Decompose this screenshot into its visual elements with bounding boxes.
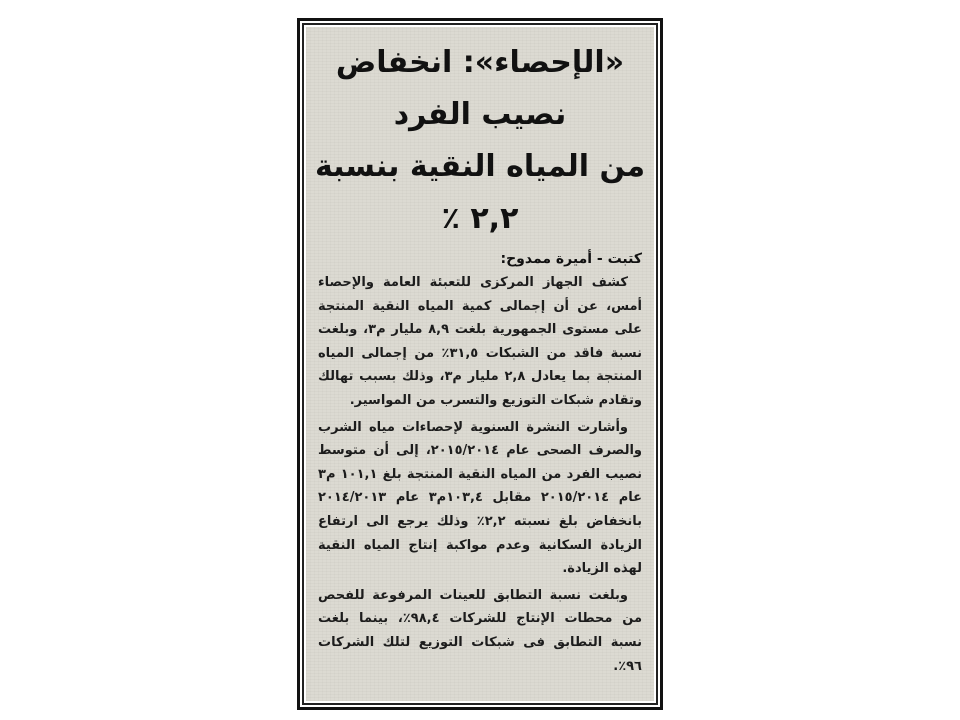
headline-line-2: من المياه النقية بنسبة ٢,٢ ٪ xyxy=(314,149,646,236)
clipping-frame xyxy=(297,18,663,710)
headline-line-1: «الإحصاء»: انخفاض نصيب الفرد xyxy=(335,45,625,132)
article-paragraph: وأشارت النشرة السنوية لإحصاءات مياه الشرب والصرف الصحى عام ٢٠١٥/٢٠١٤، إلى أن متوسط نصيب الفرد من المياه النقية المنتجة بلغ ١٠١,١ م٣ عام ٢٠١٥/٢٠١٤ مقابل ١٠٣,٤م٣ عام ٢٠١٤/٢٠١٣ بانخفاض بلغ نسبته ٢,٢٪ وذلك يرجع الى ارتفاع الزيادة السكانية وعدم مواكبة إنتاج المياه النقية لهذه الزيادة. xyxy=(318,419,643,577)
article-body xyxy=(318,271,642,678)
article-byline: كتبت - أميرة ممدوح: xyxy=(500,251,642,267)
article-paragraph: كشف الجهاز المركزى للتعبئة العامة والإحصاء أمس، عن أن إجمالى كمية المياه النقية المنتجة على مستوى الجمهورية بلغت ٨,٩ مليار م٣، وبلغت نسبة فاقد من الشبكات ٣١,٥٪ من إجمالى المياه المنتجة بما يعادل ٢,٨ مليار م٣، وذلك بسبب تهالك وتقادم شبكات التوزيع والتسرب من المواسير. xyxy=(318,275,643,408)
newspaper-clipping xyxy=(306,27,654,701)
article-paragraph: وبلغت نسبة التطابق للعينات المرفوعة للفحص من محطات الإنتاج للشركات ٩٨,٤٪، بينما بلغت نسبة التطابق فى شبكات التوزيع لتلك الشركات ٩٦٪. xyxy=(318,587,642,674)
article-headline xyxy=(314,37,646,245)
